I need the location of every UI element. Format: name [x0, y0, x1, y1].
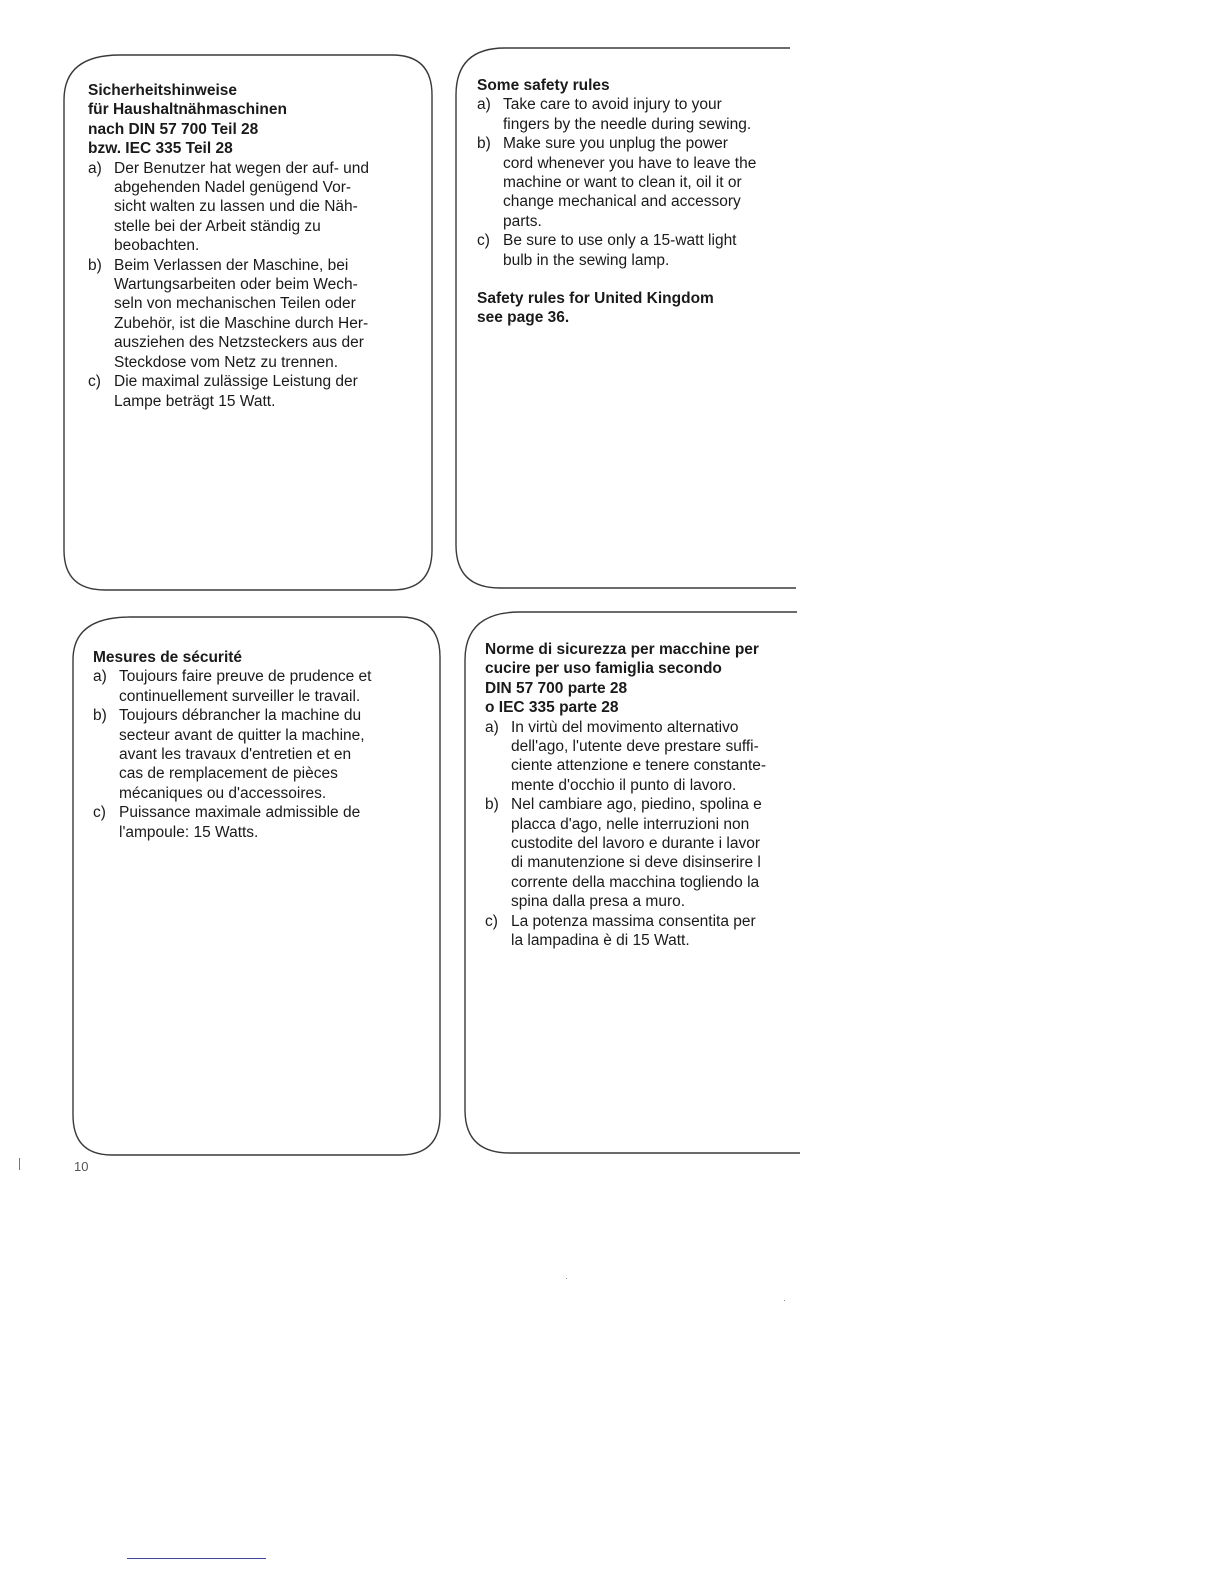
rule-item-c: [485, 912, 805, 951]
heading-german: [88, 81, 418, 159]
item-line: cord whenever you have to leave the: [503, 154, 757, 172]
item-marker: a): [485, 718, 499, 736]
page-number: 10: [74, 1159, 89, 1174]
rule-item-c: [477, 231, 807, 270]
item-line: abgehenden Nadel genügend Vor-: [114, 179, 352, 197]
uk-note-line: see page 36.: [477, 309, 570, 327]
heading-line: o IEC 335 parte 28: [485, 699, 619, 717]
item-line: Beim Verlassen der Maschine, bei: [114, 256, 349, 274]
uk-note-line: Safety rules for United Kingdom: [477, 290, 714, 308]
item-line: corrente della macchina togliendo la: [511, 873, 760, 891]
item-line: placca d'ago, nelle interruzioni non: [511, 815, 750, 833]
item-marker: b): [485, 796, 499, 814]
heading-line: Mesures de sécurité: [93, 649, 243, 666]
heading-french: [93, 648, 428, 667]
margin-tick: [19, 1158, 20, 1170]
item-marker: b): [88, 256, 102, 274]
item-line: dell'ago, l'utente deve prestare suffi-: [511, 738, 759, 756]
rule-item-a: [93, 667, 428, 706]
item-line: di manutenzione si deve disinserire l: [511, 854, 761, 872]
rule-item-b: [477, 134, 807, 231]
rule-item-b: [88, 256, 418, 372]
item-line: Steckdose vom Netz zu trennen.: [114, 353, 339, 371]
item-line: mécaniques ou d'accessoires.: [119, 784, 327, 802]
item-line: Make sure you unplug the power: [503, 135, 728, 153]
rule-item-a: [477, 95, 807, 134]
item-line: bulb in the sewing lamp.: [503, 251, 670, 269]
item-line: mente d'occhio il punto di lavoro.: [511, 776, 737, 794]
heading-line: DIN 57 700 parte 28: [485, 679, 628, 697]
rule-item-c: [88, 372, 418, 411]
item-marker: c): [477, 232, 490, 250]
heading-line: Sicherheitshinweise: [88, 82, 238, 99]
scan-speck: [566, 1278, 567, 1279]
heading-line: Some safety rules: [477, 77, 610, 94]
item-line: secteur avant de quitter la machine,: [119, 726, 365, 744]
item-line: In virtù del movimento alternativo: [511, 718, 739, 736]
item-line: Puissance maximale admissible de: [119, 804, 361, 822]
heading-line: cucire per uso famiglia secondo: [485, 660, 722, 678]
item-marker: a): [88, 159, 102, 177]
item-line: Toujours débrancher la machine du: [119, 707, 362, 725]
item-line: change mechanical and accessory: [503, 193, 741, 211]
item-marker: a): [93, 668, 107, 686]
heading-italian: [485, 640, 805, 718]
item-line: Die maximal zulässige Leistung der: [114, 373, 358, 391]
rules-list-english: [477, 95, 807, 270]
item-line: beobachten.: [114, 237, 200, 255]
rule-item-a: [485, 718, 805, 796]
heading-english: [477, 76, 807, 95]
rule-item-b: [93, 706, 428, 803]
rules-list-german: [88, 159, 418, 411]
rule-item-b: [485, 795, 805, 911]
item-line: custodite del lavoro e durante i lavor: [511, 835, 761, 853]
heading-line: bzw. IEC 335 Teil 28: [88, 140, 233, 158]
item-marker: c): [485, 912, 498, 930]
panel-french: [93, 648, 428, 842]
item-line: avant les travaux d'entretien et en: [119, 746, 352, 764]
item-marker: b): [477, 135, 491, 153]
item-marker: a): [477, 96, 491, 114]
item-line: sicht walten zu lassen und die Näh-: [114, 198, 358, 216]
item-line: Toujours faire preuve de prudence et: [119, 668, 372, 686]
item-line: Take care to avoid injury to your: [503, 96, 722, 114]
item-line: continuellement surveiller le travail.: [119, 687, 361, 705]
item-line: Wartungsarbeiten oder beim Wech-: [114, 276, 358, 294]
panel-english: [477, 76, 807, 328]
rule-item-a: [88, 159, 418, 256]
scan-speck: [784, 1300, 785, 1301]
rule-item-c: [93, 803, 428, 842]
item-line: Lampe beträgt 15 Watt.: [114, 392, 276, 410]
footer-rule: [127, 1558, 266, 1559]
item-line: cas de remplacement de pièces: [119, 765, 338, 783]
heading-line: nach DIN 57 700 Teil 28: [88, 120, 259, 138]
item-line: Be sure to use only a 15-watt light: [503, 232, 737, 250]
item-line: parts.: [503, 212, 542, 230]
item-line: Nel cambiare ago, piedino, spolina e: [511, 796, 762, 814]
item-line: La potenza massima consentita per: [511, 912, 756, 930]
item-line: stelle bei der Arbeit ständig zu: [114, 217, 321, 235]
rules-list-french: [93, 667, 428, 842]
item-line: fingers by the needle during sewing.: [503, 115, 752, 133]
item-line: seln von mechanischen Teilen oder: [114, 295, 356, 313]
item-line: la lampadina è di 15 Watt.: [511, 932, 690, 950]
item-marker: b): [93, 707, 107, 725]
item-marker: c): [88, 373, 101, 391]
heading-line: Norme di sicurezza per macchine per: [485, 641, 759, 658]
item-line: ausziehen des Netzsteckers aus der: [114, 334, 364, 352]
panel-italian: [485, 640, 805, 951]
item-line: ciente attenzione e tenere constante-: [511, 757, 767, 775]
heading-line: für Haushaltnähmaschinen: [88, 101, 287, 119]
item-line: spina dalla presa a muro.: [511, 893, 686, 911]
item-marker: c): [93, 804, 106, 822]
item-line: Der Benutzer hat wegen der auf- und: [114, 159, 370, 177]
uk-safety-note: [477, 289, 807, 328]
item-line: machine or want to clean it, oil it or: [503, 174, 742, 192]
panel-german: [88, 81, 418, 411]
rules-list-italian: [485, 718, 805, 951]
item-line: l'ampoule: 15 Watts.: [119, 823, 259, 841]
item-line: Zubehör, ist die Maschine durch Her-: [114, 314, 369, 332]
